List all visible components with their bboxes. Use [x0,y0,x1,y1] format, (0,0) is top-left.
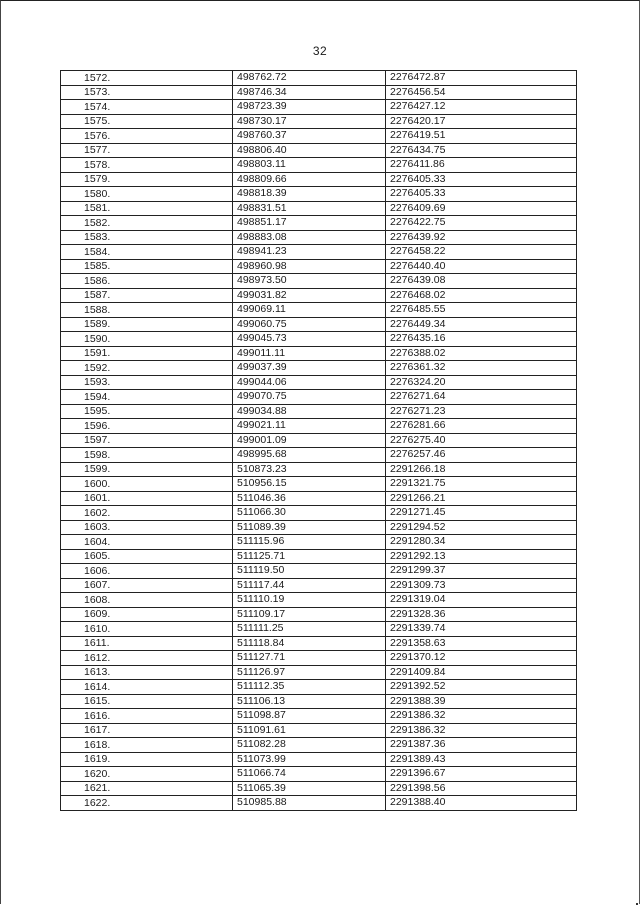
x-coordinate-cell: 511115.96 [233,535,386,550]
y-coordinate-cell: 2276458.22 [386,245,577,260]
x-coordinate-cell: 498723.39 [233,100,386,115]
y-coordinate-cell: 2276411.86 [386,158,577,173]
x-coordinate-cell: 498973.50 [233,274,386,289]
y-coordinate-cell: 2291321.75 [386,477,577,492]
coordinates-table-body [61,71,577,811]
x-coordinate-cell: 510956.15 [233,477,386,492]
table-row [61,564,577,579]
point-number-cell: 1578. [61,158,233,173]
x-coordinate-cell: 511066.30 [233,506,386,521]
y-coordinate-cell: 2276388.02 [386,346,577,361]
point-number-cell: 1593. [61,375,233,390]
table-row [61,332,577,347]
x-coordinate-cell: 499001.09 [233,433,386,448]
x-coordinate-cell: 499060.75 [233,317,386,332]
point-number-cell: 1591. [61,346,233,361]
table-row [61,230,577,245]
table-row [61,448,577,463]
y-coordinate-cell: 2291392.52 [386,680,577,695]
y-coordinate-cell: 2291388.40 [386,796,577,811]
x-coordinate-cell: 499037.39 [233,361,386,376]
table-row [61,216,577,231]
table-row [61,665,577,680]
x-coordinate-cell: 499069.11 [233,303,386,318]
y-coordinate-cell: 2276427.12 [386,100,577,115]
table-row [61,462,577,477]
table-row [61,259,577,274]
table-row [61,375,577,390]
x-coordinate-cell: 498831.51 [233,201,386,216]
point-number-cell: 1597. [61,433,233,448]
y-coordinate-cell: 2276420.17 [386,114,577,129]
x-coordinate-cell: 498851.17 [233,216,386,231]
point-number-cell: 1585. [61,259,233,274]
y-coordinate-cell: 2291398.56 [386,781,577,796]
x-coordinate-cell: 511127.71 [233,651,386,666]
table-row [61,709,577,724]
x-coordinate-cell: 511106.13 [233,694,386,709]
point-number-cell: 1575. [61,114,233,129]
y-coordinate-cell: 2276456.54 [386,85,577,100]
x-coordinate-cell: 511111.25 [233,622,386,637]
table-row [61,622,577,637]
point-number-cell: 1584. [61,245,233,260]
table-row [61,346,577,361]
table-row [61,172,577,187]
point-number-cell: 1579. [61,172,233,187]
point-number-cell: 1581. [61,201,233,216]
table-row [61,796,577,811]
x-coordinate-cell: 498746.34 [233,85,386,100]
point-number-cell: 1603. [61,520,233,535]
y-coordinate-cell: 2276485.55 [386,303,577,318]
point-number-cell: 1577. [61,143,233,158]
y-coordinate-cell: 2291294.52 [386,520,577,535]
point-number-cell: 1621. [61,781,233,796]
x-coordinate-cell: 511117.44 [233,578,386,593]
point-number-cell: 1616. [61,709,233,724]
x-coordinate-cell: 499011.11 [233,346,386,361]
y-coordinate-cell: 2291266.18 [386,462,577,477]
table-row [61,114,577,129]
point-number-cell: 1604. [61,535,233,550]
x-coordinate-cell: 498806.40 [233,143,386,158]
x-coordinate-cell: 511126.97 [233,665,386,680]
y-coordinate-cell: 2276434.75 [386,143,577,158]
point-number-cell: 1572. [61,71,233,86]
x-coordinate-cell: 511109.17 [233,607,386,622]
point-number-cell: 1619. [61,752,233,767]
table-row [61,85,577,100]
x-coordinate-cell: 498941.23 [233,245,386,260]
y-coordinate-cell: 2291388.39 [386,694,577,709]
table-row [61,506,577,521]
y-coordinate-cell: 2276422.75 [386,216,577,231]
x-coordinate-cell: 498803.11 [233,158,386,173]
table-row [61,143,577,158]
y-coordinate-cell: 2291396.67 [386,767,577,782]
x-coordinate-cell: 498730.17 [233,114,386,129]
x-coordinate-cell: 498760.37 [233,129,386,144]
y-coordinate-cell: 2291409.84 [386,665,577,680]
x-coordinate-cell: 510873.23 [233,462,386,477]
x-coordinate-cell: 499031.82 [233,288,386,303]
point-number-cell: 1580. [61,187,233,202]
table-row [61,433,577,448]
y-coordinate-cell: 2276449.34 [386,317,577,332]
point-number-cell: 1617. [61,723,233,738]
point-number-cell: 1613. [61,665,233,680]
y-coordinate-cell: 2291309.73 [386,578,577,593]
y-coordinate-cell: 2276405.33 [386,172,577,187]
point-number-cell: 1574. [61,100,233,115]
table-row [61,317,577,332]
table-row [61,303,577,318]
y-coordinate-cell: 2291387.36 [386,738,577,753]
y-coordinate-cell: 2276439.92 [386,230,577,245]
point-number-cell: 1596. [61,419,233,434]
x-coordinate-cell: 498883.08 [233,230,386,245]
table-row [61,549,577,564]
y-coordinate-cell: 2276271.64 [386,390,577,405]
y-coordinate-cell: 2291386.32 [386,709,577,724]
point-number-cell: 1607. [61,578,233,593]
x-coordinate-cell: 510985.88 [233,796,386,811]
table-row [61,752,577,767]
table-row [61,723,577,738]
y-coordinate-cell: 2276361.32 [386,361,577,376]
x-coordinate-cell: 498960.98 [233,259,386,274]
x-coordinate-cell: 498809.66 [233,172,386,187]
x-coordinate-cell: 511082.28 [233,738,386,753]
y-coordinate-cell: 2291266.21 [386,491,577,506]
coordinates-table [60,70,577,811]
y-coordinate-cell: 2276409.69 [386,201,577,216]
point-number-cell: 1618. [61,738,233,753]
x-coordinate-cell: 498762.72 [233,71,386,86]
table-row [61,593,577,608]
y-coordinate-cell: 2276468.02 [386,288,577,303]
x-coordinate-cell: 499034.88 [233,404,386,419]
table-row [61,578,577,593]
point-number-cell: 1606. [61,564,233,579]
point-number-cell: 1605. [61,549,233,564]
point-number-cell: 1602. [61,506,233,521]
x-coordinate-cell: 511118.84 [233,636,386,651]
point-number-cell: 1620. [61,767,233,782]
y-coordinate-cell: 2291358.63 [386,636,577,651]
point-number-cell: 1594. [61,390,233,405]
point-number-cell: 1590. [61,332,233,347]
x-coordinate-cell: 511065.39 [233,781,386,796]
point-number-cell: 1583. [61,230,233,245]
point-number-cell: 1588. [61,303,233,318]
y-coordinate-cell: 2291299.37 [386,564,577,579]
table-row [61,694,577,709]
y-coordinate-cell: 2276257.46 [386,448,577,463]
point-number-cell: 1598. [61,448,233,463]
table-row [61,100,577,115]
point-number-cell: 1609. [61,607,233,622]
x-coordinate-cell: 511091.61 [233,723,386,738]
point-number-cell: 1586. [61,274,233,289]
point-number-cell: 1610. [61,622,233,637]
point-number-cell: 1573. [61,85,233,100]
y-coordinate-cell: 2291292.13 [386,549,577,564]
point-number-cell: 1582. [61,216,233,231]
x-coordinate-cell: 511089.39 [233,520,386,535]
point-number-cell: 1612. [61,651,233,666]
point-number-cell: 1615. [61,694,233,709]
point-number-cell: 1600. [61,477,233,492]
table-row [61,129,577,144]
table-row [61,738,577,753]
point-number-cell: 1576. [61,129,233,144]
y-coordinate-cell: 2276435.16 [386,332,577,347]
x-coordinate-cell: 511112.35 [233,680,386,695]
y-coordinate-cell: 2291370.12 [386,651,577,666]
y-coordinate-cell: 2276271.23 [386,404,577,419]
x-coordinate-cell: 511110.19 [233,593,386,608]
table-row [61,404,577,419]
point-number-cell: 1599. [61,462,233,477]
y-coordinate-cell: 2276275.40 [386,433,577,448]
table-row [61,419,577,434]
table-row [61,477,577,492]
x-coordinate-cell: 511046.36 [233,491,386,506]
table-row [61,71,577,86]
table-row [61,651,577,666]
y-coordinate-cell: 2291328.36 [386,607,577,622]
y-coordinate-cell: 2291389.43 [386,752,577,767]
table-row [61,636,577,651]
y-coordinate-cell: 2276472.87 [386,71,577,86]
y-coordinate-cell: 2291339.74 [386,622,577,637]
y-coordinate-cell: 2276419.51 [386,129,577,144]
x-coordinate-cell: 511119.50 [233,564,386,579]
table-row [61,607,577,622]
y-coordinate-cell: 2291280.34 [386,535,577,550]
table-row [61,535,577,550]
point-number-cell: 1601. [61,491,233,506]
x-coordinate-cell: 511066.74 [233,767,386,782]
table-row [61,288,577,303]
table-row [61,274,577,289]
point-number-cell: 1587. [61,288,233,303]
table-row [61,680,577,695]
x-coordinate-cell: 499045.73 [233,332,386,347]
table-row [61,187,577,202]
table-row [61,390,577,405]
point-number-cell: 1622. [61,796,233,811]
x-coordinate-cell: 499021.11 [233,419,386,434]
table-row [61,158,577,173]
point-number-cell: 1614. [61,680,233,695]
y-coordinate-cell: 2276405.33 [386,187,577,202]
page-number: 32 [312,44,328,58]
table-row [61,781,577,796]
x-coordinate-cell: 499070.75 [233,390,386,405]
point-number-cell: 1611. [61,636,233,651]
y-coordinate-cell: 2276439.08 [386,274,577,289]
x-coordinate-cell: 498818.39 [233,187,386,202]
y-coordinate-cell: 2291386.32 [386,723,577,738]
table-row [61,201,577,216]
x-coordinate-cell: 499044.06 [233,375,386,390]
table-row [61,245,577,260]
x-coordinate-cell: 511125.71 [233,549,386,564]
point-number-cell: 1589. [61,317,233,332]
y-coordinate-cell: 2276440.40 [386,259,577,274]
point-number-cell: 1608. [61,593,233,608]
y-coordinate-cell: 2291319.04 [386,593,577,608]
x-coordinate-cell: 511098.87 [233,709,386,724]
table-row [61,361,577,376]
x-coordinate-cell: 511073.99 [233,752,386,767]
table-row [61,491,577,506]
y-coordinate-cell: 2276281.66 [386,419,577,434]
y-coordinate-cell: 2276324.20 [386,375,577,390]
x-coordinate-cell: 498995.68 [233,448,386,463]
point-number-cell: 1595. [61,404,233,419]
y-coordinate-cell: 2291271.45 [386,506,577,521]
table-row [61,520,577,535]
point-number-cell: 1592. [61,361,233,376]
table-row [61,767,577,782]
